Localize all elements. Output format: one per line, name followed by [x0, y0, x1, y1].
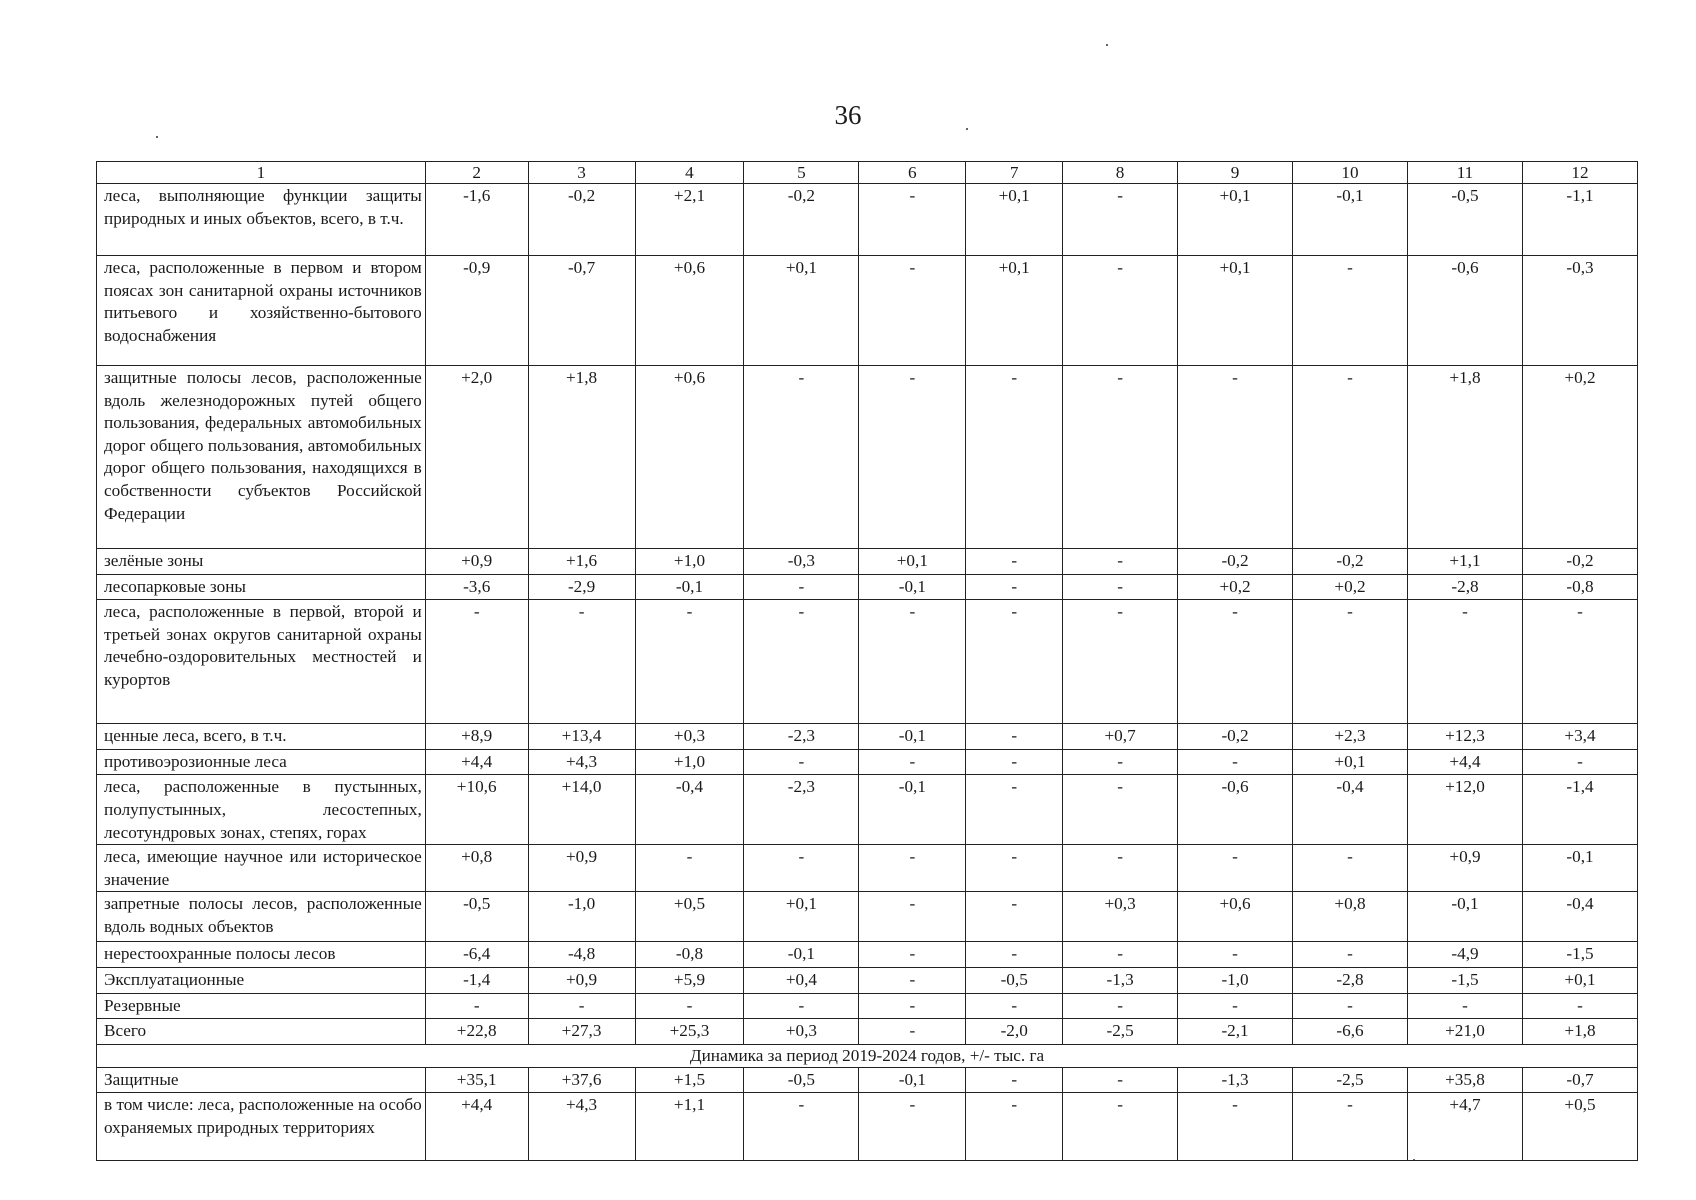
value-cell: - — [635, 600, 744, 724]
table-row — [97, 845, 1638, 892]
value-cell: - — [1063, 942, 1178, 968]
value-cell: -4,8 — [528, 942, 635, 968]
value-cell: +4,3 — [528, 1093, 635, 1161]
row-label: нерестоохранные полосы лесов — [97, 942, 426, 968]
value-cell: -0,2 — [528, 184, 635, 256]
value-cell: - — [859, 942, 966, 968]
value-cell: - — [859, 256, 966, 366]
page-number: 36 — [834, 100, 862, 130]
column-number: 8 — [1063, 162, 1178, 184]
value-cell: -0,1 — [1293, 184, 1408, 256]
value-cell: -0,1 — [1408, 892, 1523, 942]
column-number: 9 — [1178, 162, 1293, 184]
value-cell: - — [744, 845, 859, 892]
value-cell: -1,4 — [1522, 775, 1637, 845]
value-cell: - — [1293, 942, 1408, 968]
value-cell: +4,4 — [425, 749, 528, 775]
value-cell: -0,9 — [425, 256, 528, 366]
forest-dynamics-table — [96, 161, 1638, 1161]
value-cell: -1,5 — [1408, 967, 1523, 993]
value-cell: +1,5 — [635, 1067, 744, 1093]
value-cell: +0,1 — [744, 892, 859, 942]
value-cell: - — [859, 749, 966, 775]
value-cell: -0,4 — [635, 775, 744, 845]
value-cell: -2,8 — [1293, 967, 1408, 993]
value-cell: -3,6 — [425, 574, 528, 600]
value-cell: +4,3 — [528, 749, 635, 775]
value-cell: +21,0 — [1408, 1019, 1523, 1045]
value-cell: +0,1 — [1178, 256, 1293, 366]
value-cell: - — [425, 600, 528, 724]
value-cell: +5,9 — [635, 967, 744, 993]
table-row — [97, 574, 1638, 600]
row-label: леса, расположенные в первом и втором поясах зон санитарной охраны источников питьевого и хозяйственно-бытового водоснабжения — [97, 256, 426, 366]
value-cell: -1,0 — [1178, 967, 1293, 993]
value-cell: +0,1 — [744, 256, 859, 366]
value-cell: +14,0 — [528, 775, 635, 845]
value-cell: - — [966, 1093, 1063, 1161]
value-cell: -0,5 — [1408, 184, 1523, 256]
value-cell: -0,1 — [859, 574, 966, 600]
value-cell: +0,3 — [1063, 892, 1178, 942]
value-cell: +1,8 — [1522, 1019, 1637, 1045]
scan-speck — [156, 136, 158, 138]
value-cell: - — [966, 845, 1063, 892]
value-cell: - — [966, 574, 1063, 600]
value-cell: - — [744, 600, 859, 724]
value-cell: +35,8 — [1408, 1067, 1523, 1093]
value-cell: -0,1 — [859, 724, 966, 750]
value-cell: - — [744, 574, 859, 600]
value-cell: - — [1178, 1093, 1293, 1161]
value-cell: - — [1293, 1093, 1408, 1161]
value-cell: - — [1063, 775, 1178, 845]
column-number-row — [97, 162, 1638, 184]
value-cell: +0,3 — [744, 1019, 859, 1045]
row-label: леса, имеющие научное или историческое значение — [97, 845, 426, 892]
value-cell: - — [635, 993, 744, 1019]
value-cell: - — [1178, 993, 1293, 1019]
value-cell: +13,4 — [528, 724, 635, 750]
value-cell: - — [1522, 749, 1637, 775]
row-label: Защитные — [97, 1067, 426, 1093]
row-label: ценные леса, всего, в т.ч. — [97, 724, 426, 750]
value-cell: -0,4 — [1522, 892, 1637, 942]
value-cell: +0,1 — [1178, 184, 1293, 256]
value-cell: -0,2 — [1178, 724, 1293, 750]
column-number: 11 — [1408, 162, 1523, 184]
value-cell: - — [1063, 549, 1178, 575]
value-cell: +3,4 — [1522, 724, 1637, 750]
value-cell: +0,5 — [1522, 1093, 1637, 1161]
value-cell: +0,9 — [528, 967, 635, 993]
table-row — [97, 892, 1638, 942]
value-cell: -1,5 — [1522, 942, 1637, 968]
value-cell: -0,1 — [859, 1067, 966, 1093]
section-banner-row — [97, 1044, 1638, 1067]
table-row — [97, 1019, 1638, 1045]
value-cell: -0,1 — [1522, 845, 1637, 892]
row-label: Эксплуатационные — [97, 967, 426, 993]
value-cell: - — [966, 942, 1063, 968]
value-cell: - — [1063, 574, 1178, 600]
table-row — [97, 1067, 1638, 1093]
row-label: противоэрозионные леса — [97, 749, 426, 775]
value-cell: - — [859, 1093, 966, 1161]
value-cell: -0,1 — [744, 942, 859, 968]
value-cell: - — [966, 724, 1063, 750]
value-cell: - — [1522, 993, 1637, 1019]
value-cell: -1,6 — [425, 184, 528, 256]
value-cell: -0,3 — [744, 549, 859, 575]
value-cell: +25,3 — [635, 1019, 744, 1045]
value-cell: - — [966, 775, 1063, 845]
row-label: зелёные зоны — [97, 549, 426, 575]
table-row — [97, 724, 1638, 750]
column-number: 3 — [528, 162, 635, 184]
value-cell: +0,9 — [528, 845, 635, 892]
value-cell: - — [1063, 1093, 1178, 1161]
column-number: 2 — [425, 162, 528, 184]
value-cell: - — [1522, 600, 1637, 724]
value-cell: - — [966, 993, 1063, 1019]
value-cell: +1,0 — [635, 549, 744, 575]
value-cell: +0,4 — [744, 967, 859, 993]
column-number: 4 — [635, 162, 744, 184]
value-cell: -0,5 — [744, 1067, 859, 1093]
value-cell: +10,6 — [425, 775, 528, 845]
value-cell: +0,9 — [1408, 845, 1523, 892]
scan-speck — [966, 128, 968, 130]
value-cell: +0,1 — [859, 549, 966, 575]
value-cell: -0,6 — [1178, 775, 1293, 845]
value-cell: +2,3 — [1293, 724, 1408, 750]
value-cell: - — [1063, 1067, 1178, 1093]
value-cell: -2,3 — [744, 724, 859, 750]
value-cell: - — [1178, 749, 1293, 775]
value-cell: +0,8 — [425, 845, 528, 892]
value-cell: +1,1 — [635, 1093, 744, 1161]
table-row — [97, 749, 1638, 775]
value-cell: -6,4 — [425, 942, 528, 968]
value-cell: +0,2 — [1178, 574, 1293, 600]
value-cell: +0,1 — [966, 256, 1063, 366]
value-cell: -0,6 — [1408, 256, 1523, 366]
value-cell: +1,8 — [1408, 366, 1523, 549]
table-row — [97, 600, 1638, 724]
value-cell: +2,1 — [635, 184, 744, 256]
value-cell: -0,7 — [528, 256, 635, 366]
value-cell: - — [1178, 600, 1293, 724]
value-cell: +4,7 — [1408, 1093, 1523, 1161]
value-cell: - — [1408, 600, 1523, 724]
value-cell: +0,5 — [635, 892, 744, 942]
table-row — [97, 967, 1638, 993]
value-cell: -0,8 — [635, 942, 744, 968]
value-cell: - — [966, 749, 1063, 775]
value-cell: -0,2 — [1522, 549, 1637, 575]
value-cell: - — [1293, 600, 1408, 724]
value-cell: - — [1063, 845, 1178, 892]
table-row — [97, 256, 1638, 366]
value-cell: +0,3 — [635, 724, 744, 750]
value-cell: +0,6 — [635, 256, 744, 366]
value-cell: -0,4 — [1293, 775, 1408, 845]
value-cell: -1,1 — [1522, 184, 1637, 256]
value-cell: - — [744, 749, 859, 775]
value-cell: - — [966, 366, 1063, 549]
value-cell: - — [859, 993, 966, 1019]
value-cell: - — [859, 967, 966, 993]
value-cell: -2,1 — [1178, 1019, 1293, 1045]
column-number: 1 — [97, 162, 426, 184]
value-cell: -2,8 — [1408, 574, 1523, 600]
column-number: 7 — [966, 162, 1063, 184]
value-cell: - — [1063, 184, 1178, 256]
value-cell: +0,6 — [1178, 892, 1293, 942]
value-cell: +0,1 — [966, 184, 1063, 256]
column-number: 5 — [744, 162, 859, 184]
row-label: лесопарковые зоны — [97, 574, 426, 600]
value-cell: -0,7 — [1522, 1067, 1637, 1093]
value-cell: -0,2 — [1178, 549, 1293, 575]
value-cell: +0,2 — [1522, 366, 1637, 549]
value-cell: -6,6 — [1293, 1019, 1408, 1045]
value-cell: - — [966, 1067, 1063, 1093]
value-cell: -0,8 — [1522, 574, 1637, 600]
value-cell: +0,7 — [1063, 724, 1178, 750]
value-cell: -0,5 — [966, 967, 1063, 993]
row-label: запретные полосы лесов, расположенные вдоль водных объектов — [97, 892, 426, 942]
value-cell: - — [1063, 993, 1178, 1019]
value-cell: - — [1063, 366, 1178, 549]
table-row — [97, 775, 1638, 845]
value-cell: +22,8 — [425, 1019, 528, 1045]
row-label: леса, расположенные в первой, второй и третьей зонах округов санитарной охраны лечебно-оздоровительных местностей и курортов — [97, 600, 426, 724]
value-cell: +27,3 — [528, 1019, 635, 1045]
table-row — [97, 942, 1638, 968]
value-cell: - — [744, 993, 859, 1019]
value-cell: - — [744, 366, 859, 549]
value-cell: +1,6 — [528, 549, 635, 575]
table-row — [97, 366, 1638, 549]
row-label: леса, расположенные в пустынных, полупустынных, лесостепных, лесотундровых зонах, степях, горах — [97, 775, 426, 845]
value-cell: - — [425, 993, 528, 1019]
value-cell: -0,1 — [635, 574, 744, 600]
value-cell: -2,3 — [744, 775, 859, 845]
value-cell: +12,0 — [1408, 775, 1523, 845]
value-cell: - — [1178, 366, 1293, 549]
value-cell: -2,0 — [966, 1019, 1063, 1045]
value-cell: -2,5 — [1293, 1067, 1408, 1093]
value-cell: - — [1293, 845, 1408, 892]
value-cell: +12,3 — [1408, 724, 1523, 750]
value-cell: -2,9 — [528, 574, 635, 600]
column-number: 12 — [1522, 162, 1637, 184]
value-cell: +1,1 — [1408, 549, 1523, 575]
value-cell: - — [528, 600, 635, 724]
value-cell: - — [1293, 256, 1408, 366]
value-cell: -0,3 — [1522, 256, 1637, 366]
table-row — [97, 184, 1638, 256]
value-cell: +1,8 — [528, 366, 635, 549]
value-cell: - — [1293, 993, 1408, 1019]
value-cell: -1,3 — [1178, 1067, 1293, 1093]
value-cell: - — [635, 845, 744, 892]
value-cell: - — [1408, 993, 1523, 1019]
value-cell: +1,0 — [635, 749, 744, 775]
value-cell: +0,1 — [1293, 749, 1408, 775]
row-label: Резервные — [97, 993, 426, 1019]
section-banner: Динамика за период 2019-2024 годов, +/- тыс. га — [97, 1044, 1638, 1067]
value-cell: -1,0 — [528, 892, 635, 942]
value-cell: - — [1063, 749, 1178, 775]
value-cell: +0,9 — [425, 549, 528, 575]
value-cell: - — [859, 184, 966, 256]
value-cell: - — [966, 892, 1063, 942]
value-cell: +8,9 — [425, 724, 528, 750]
value-cell: -0,5 — [425, 892, 528, 942]
value-cell: - — [744, 1093, 859, 1161]
value-cell: -0,1 — [859, 775, 966, 845]
value-cell: -4,9 — [1408, 942, 1523, 968]
value-cell: - — [1178, 845, 1293, 892]
value-cell: +0,2 — [1293, 574, 1408, 600]
column-number: 10 — [1293, 162, 1408, 184]
value-cell: - — [859, 892, 966, 942]
value-cell: - — [528, 993, 635, 1019]
value-cell: - — [1063, 600, 1178, 724]
value-cell: +0,8 — [1293, 892, 1408, 942]
table-row — [97, 993, 1638, 1019]
row-label: Всего — [97, 1019, 426, 1045]
value-cell: - — [859, 1019, 966, 1045]
value-cell: - — [859, 600, 966, 724]
row-label: леса, выполняющие функции защиты природных и иных объектов, всего, в т.ч. — [97, 184, 426, 256]
value-cell: -0,2 — [1293, 549, 1408, 575]
table-row — [97, 1093, 1638, 1161]
value-cell: - — [1178, 942, 1293, 968]
scan-speck — [1106, 44, 1108, 46]
value-cell: +37,6 — [528, 1067, 635, 1093]
value-cell: - — [1293, 366, 1408, 549]
value-cell: +35,1 — [425, 1067, 528, 1093]
value-cell: - — [859, 366, 966, 549]
row-label: в том числе: леса, расположенные на особо охраняемых природных территориях — [97, 1093, 426, 1161]
value-cell: -2,5 — [1063, 1019, 1178, 1045]
value-cell: -1,4 — [425, 967, 528, 993]
value-cell: +4,4 — [1408, 749, 1523, 775]
value-cell: - — [859, 845, 966, 892]
value-cell: - — [966, 600, 1063, 724]
value-cell: - — [966, 549, 1063, 575]
value-cell: +0,1 — [1522, 967, 1637, 993]
column-number: 6 — [859, 162, 966, 184]
value-cell: - — [1063, 256, 1178, 366]
table-row — [97, 549, 1638, 575]
value-cell: +4,4 — [425, 1093, 528, 1161]
value-cell: +0,6 — [635, 366, 744, 549]
value-cell: -0,2 — [744, 184, 859, 256]
value-cell: +2,0 — [425, 366, 528, 549]
row-label: защитные полосы лесов, расположенные вдоль железнодорожных путей общего пользования, федеральных автомобильных дорог общего пользования, автомобильных дорог общего пользования, находящихся в собственности субъектов Российской Федерации — [97, 366, 426, 549]
value-cell: -1,3 — [1063, 967, 1178, 993]
